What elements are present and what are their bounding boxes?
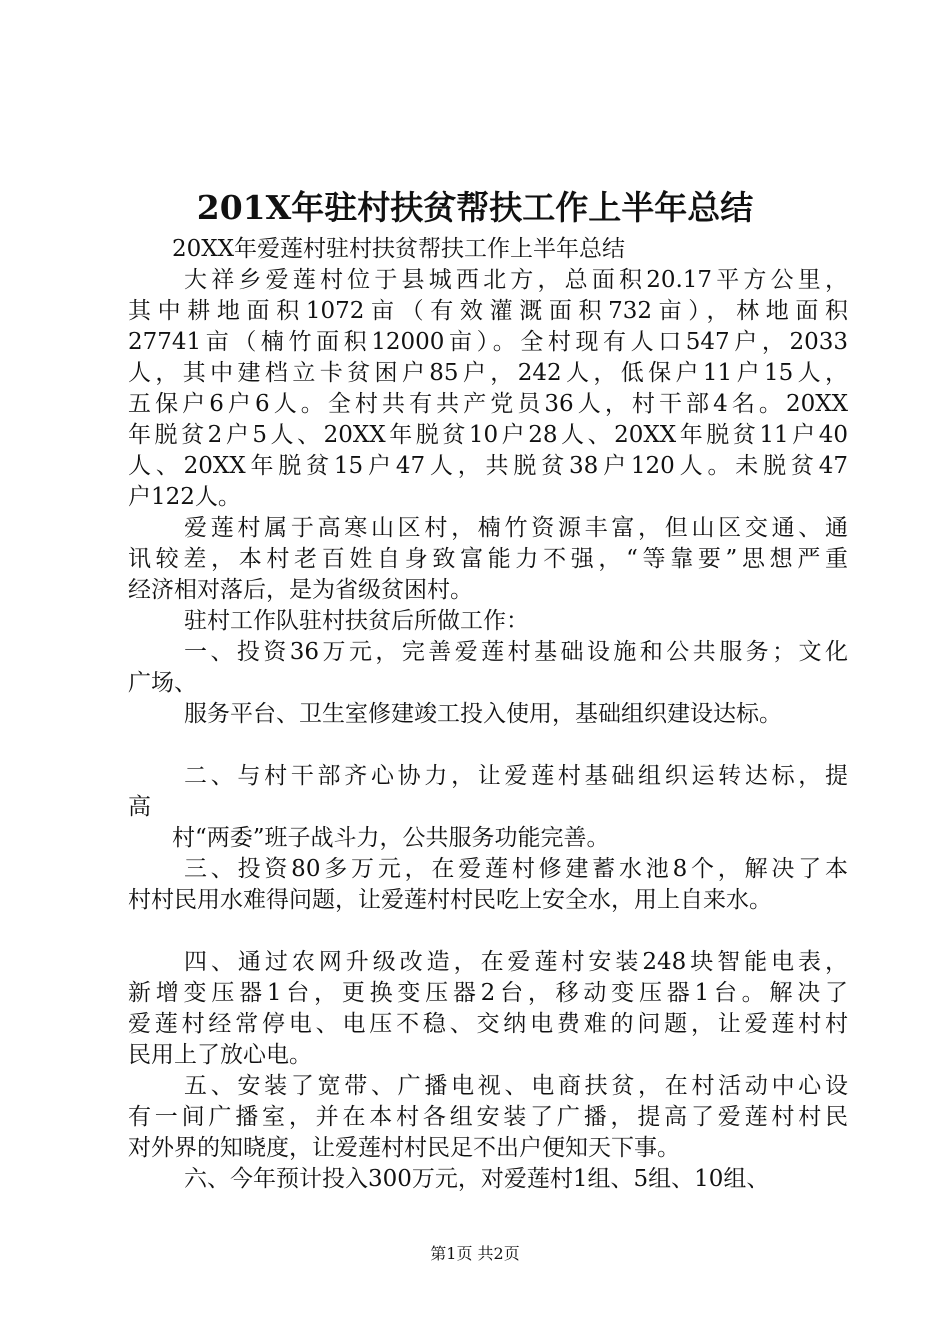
text-line: 年脱贫2户5人、20XX年脱贫10户28人、20XX年脱贫11户40 bbox=[128, 422, 848, 448]
text-line: 广场、 bbox=[128, 670, 197, 696]
text-line: 大祥乡爱莲村位于县城西北方，总面积20.17平方公里， bbox=[184, 267, 848, 293]
text-line: 五保户6户6人。全村共有共产党员36人，村干部4名。20XX bbox=[128, 391, 848, 417]
text-line: 村村民用水难得问题，让爱莲村村民吃上安全水，用上自来水。 bbox=[128, 887, 772, 913]
text-line: 对外界的知晓度，让爱莲村村民足不出户便知天下事。 bbox=[128, 1135, 680, 1161]
text-line: 户122人。 bbox=[128, 484, 241, 510]
text-line: 三、投资80多万元，在爱莲村修建蓄水池8个，解决了本 bbox=[184, 856, 848, 882]
text-line: 民用上了放心电。 bbox=[128, 1042, 312, 1068]
paragraph-gap bbox=[128, 730, 848, 761]
text-line: 爱莲村属于高寒山区村，楠竹资源丰富，但山区交通、通 bbox=[184, 515, 848, 541]
text-line: 经济相对落后，是为省级贫困村。 bbox=[128, 577, 473, 603]
text-line: 村“两委”班子战斗力，公共服务功能完善。 bbox=[172, 825, 610, 851]
text-line: 其中耕地面积1072亩（有效灌溉面积732亩），林地面积 bbox=[128, 298, 848, 324]
text-line: 驻村工作队驻村扶贫后所做工作： bbox=[184, 608, 529, 634]
text-line: 六、今年预计投入300万元，对爱莲村1组、5组、10组、 bbox=[184, 1166, 770, 1192]
text-line: 新增变压器1台，更换变压器2台，移动变压器1台。解决了 bbox=[128, 980, 848, 1006]
text-line: 四、通过农网升级改造，在爱莲村安装248块智能电表， bbox=[184, 949, 848, 975]
text-line: 二、与村干部齐心协力，让爱莲村基础组织运转达标，提 bbox=[184, 763, 848, 789]
text-line: 一、投资36万元，完善爱莲村基础设施和公共服务；文化 bbox=[184, 639, 848, 665]
document-title: 201X年驻村扶贫帮扶工作上半年总结 bbox=[196, 188, 754, 227]
text-line: 服务平台、卫生室修建竣工投入使用，基础组织建设达标。 bbox=[184, 701, 782, 727]
text-line: 人、20XX年脱贫15户47人，共脱贫38户120人。未脱贫47 bbox=[128, 453, 848, 479]
text-line: 讯较差，本村老百姓自身致富能力不强，“等靠要”思想严重 bbox=[128, 546, 848, 572]
paragraph-gap bbox=[128, 916, 848, 947]
text-line: 五、安装了宽带、广播电视、电商扶贫，在村活动中心设 bbox=[184, 1073, 848, 1099]
subtitle-line: 20XX年爱莲村驻村扶贫帮扶工作上半年总结 bbox=[172, 236, 626, 262]
page-number-footer: 第1页 共2页 bbox=[430, 1244, 520, 1263]
text-line: 高 bbox=[128, 794, 151, 820]
text-line: 27741亩（楠竹面积12000亩）。全村现有人口547户，2033 bbox=[128, 329, 848, 355]
document-body bbox=[128, 234, 848, 1195]
text-line: 爱莲村经常停电、电压不稳、交纳电费难的问题，让爱莲村村 bbox=[128, 1011, 848, 1037]
text-line: 人，其中建档立卡贫困户85户，242人，低保户11户15人， bbox=[128, 360, 848, 386]
text-line: 有一间广播室，并在本村各组安装了广播，提高了爱莲村村民 bbox=[128, 1104, 848, 1130]
